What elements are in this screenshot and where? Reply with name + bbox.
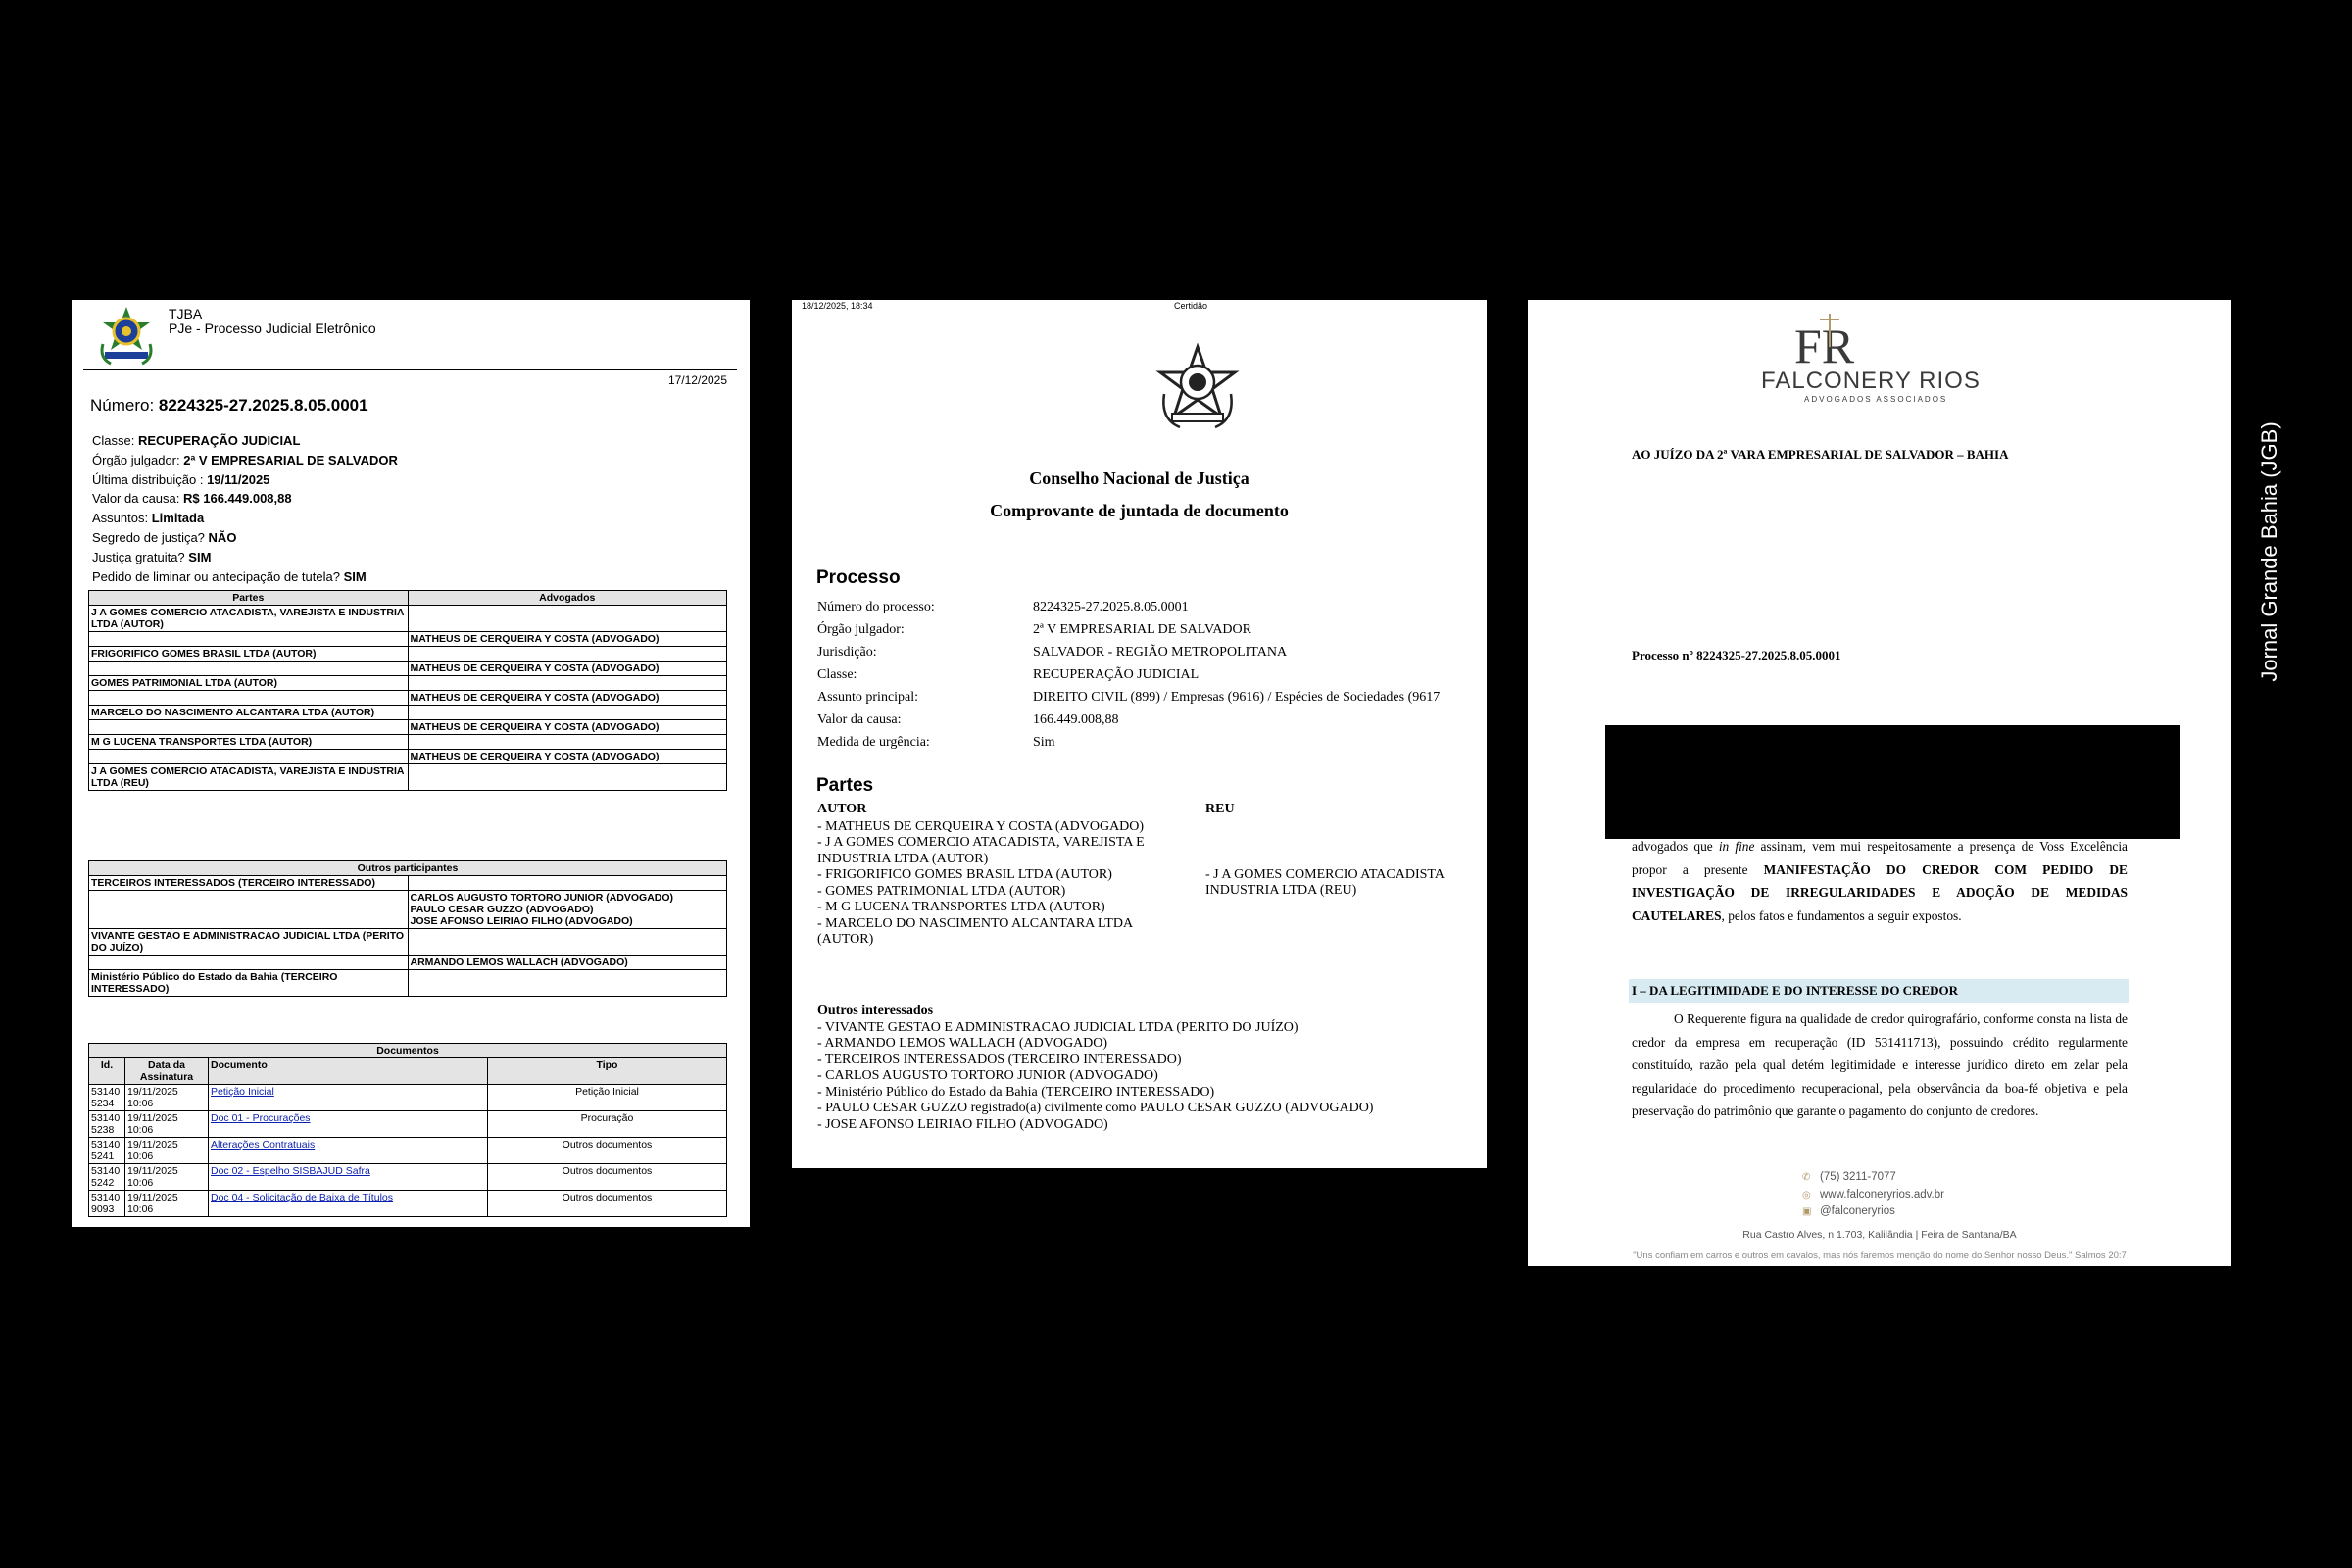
- parte-cell: J A GOMES COMERCIO ATACADISTA, VAREJISTA E INDUSTRIA LTDA (REU): [89, 764, 409, 791]
- info-label: Órgão julgador:: [92, 452, 180, 467]
- info-value: Limitada: [151, 511, 205, 526]
- advogado-cell: [408, 735, 727, 750]
- autor-column: [817, 802, 1145, 949]
- info-value: NÃO: [208, 529, 237, 545]
- doc-name-cell: [209, 1138, 488, 1164]
- outros-header: Outros participantes: [89, 861, 727, 876]
- site-text[interactable]: www.falconeryrios.adv.br: [1820, 1188, 1944, 1200]
- field-value: SALVADOR - REGIÃO METROPOLITANA: [1033, 645, 1288, 660]
- field-row: [817, 596, 1440, 618]
- col-data: Data da Assinatura: [125, 1058, 209, 1085]
- parte-cell: [89, 632, 409, 647]
- info-row: [92, 548, 398, 567]
- instagram-icon: ▣: [1802, 1206, 1812, 1217]
- field-label: Número do processo:: [817, 600, 935, 614]
- parte-cell: [89, 720, 409, 735]
- footer-quote: "Uns confiam em carros e outros em cavalos, mas nós faremos menção do nome do Senhor nosso Deus." Salmos 20:7: [1633, 1250, 2127, 1261]
- parte-cell: Ministério Público do Estado da Bahia (TERCEIRO INTERESSADO): [89, 970, 409, 997]
- parte-cell: [89, 662, 409, 676]
- info-row: [92, 489, 398, 509]
- doc-type-cell: Procuração: [488, 1111, 727, 1138]
- doc-type-cell: Petição Inicial: [488, 1085, 727, 1111]
- doc-id-cell: 53140 5241: [89, 1138, 125, 1164]
- advogado-cell: [408, 970, 727, 997]
- field-row: [817, 641, 1440, 663]
- redaction-block: [1605, 725, 2180, 839]
- partes-heading: Partes: [816, 775, 874, 796]
- doc-id-cell: 53140 5238: [89, 1111, 125, 1138]
- brazil-coat-of-arms-icon: [97, 305, 156, 368]
- info-label: Justiça gratuita?: [92, 549, 185, 564]
- col-id: Id.: [89, 1058, 125, 1085]
- field-label: Classe:: [817, 667, 858, 682]
- partes-table: [88, 590, 727, 791]
- field-value: RECUPERAÇÃO JUDICIAL: [1033, 667, 1200, 682]
- document-link[interactable]: Doc 02 - Espelho SISBAJUD Safra: [211, 1165, 370, 1177]
- petition-page: [1528, 300, 2231, 1266]
- advogados-header: Advogados: [408, 591, 727, 606]
- info-label: Segredo de justiça?: [92, 529, 205, 545]
- outros-line: - TERCEIROS INTERESSADOS (TERCEIRO INTERESSADO): [817, 1052, 1182, 1067]
- documentos-table: [88, 1043, 727, 1217]
- table-row: [89, 1191, 727, 1217]
- document-link[interactable]: Petição Inicial: [211, 1086, 274, 1098]
- info-value: SIM: [188, 549, 212, 564]
- intro-paragraph: [1632, 835, 2128, 927]
- address: Rua Castro Alves, n 1.703, Kalilândia | Feira de Santana/BA: [1742, 1229, 2017, 1241]
- autor-line: (AUTOR): [817, 932, 874, 947]
- outros-line: - Ministério Público do Estado da Bahia (TERCEIRO INTERESSADO): [817, 1084, 1215, 1100]
- intro-italic: in fine: [1718, 839, 1755, 854]
- advogado-cell: [408, 647, 727, 662]
- print-timestamp: 18/12/2025, 18:34: [802, 301, 873, 311]
- info-value: RECUPERAÇÃO JUDICIAL: [137, 433, 301, 448]
- document-link[interactable]: Doc 04 - Solicitação de Baixa de Títulos: [211, 1192, 393, 1203]
- body-paragraph: O Requerente figura na qualidade de credor quirografário, conforme consta na lista de credor da empresa em recuperação (ID 531411713), possuindo crédito regularmente constituído, razão pela qual detém legitimidade e interesse jurídico direto em zelar pela regularidade do procedimento recuperacional, pela observância da boa-fé objetiva e pela preservação do patrimônio que garante o pagamento do conjunto de credores.: [1632, 1011, 2128, 1118]
- doc-date-cell: 19/11/2025 10:06: [125, 1164, 209, 1191]
- doc-date-cell: 19/11/2025 10:06: [125, 1138, 209, 1164]
- process-number-value: 8224325-27.2025.8.05.0001: [158, 396, 368, 415]
- outros-heading: Outros interessados: [817, 1004, 934, 1018]
- field-row: [817, 618, 1440, 641]
- doc-name-cell: [209, 1191, 488, 1217]
- field-value: DIREITO CIVIL (899) / Empresas (9616) / Espécies de Sociedades (9617: [1033, 690, 1441, 705]
- info-label: Pedido de liminar ou antecipação de tutela?: [92, 568, 340, 584]
- table-row: [89, 606, 727, 632]
- table-row: [89, 891, 727, 929]
- instagram-text[interactable]: @falconeryrios: [1820, 1205, 1895, 1217]
- field-value: 8224325-27.2025.8.05.0001: [1033, 600, 1189, 614]
- field-label: Assunto principal:: [817, 690, 919, 705]
- section-heading: I – DA LEGITIMIDADE E DO INTERESSE DO CREDOR: [1632, 983, 1959, 998]
- advogado-cell: [408, 929, 727, 956]
- processo-fields: [817, 596, 1440, 754]
- cnj-title: Conselho Nacional de Justiça: [1029, 468, 1250, 488]
- doc-date-cell: 19/11/2025 10:06: [125, 1085, 209, 1111]
- photo-credit-text: Jornal Grande Bahia (JGB): [2257, 421, 2281, 682]
- outros-body: [89, 876, 727, 997]
- print-doc-title: Certidão: [1174, 301, 1208, 311]
- field-value: 2ª V EMPRESARIAL DE SALVADOR: [1033, 622, 1251, 637]
- cnj-subtitle: Comprovante de juntada de documento: [990, 501, 1289, 520]
- info-value: R$ 166.449.008,88: [183, 491, 292, 507]
- system-name: PJe - Processo Judicial Eletrônico: [169, 320, 376, 336]
- table-row: [89, 750, 727, 764]
- table-row: [89, 647, 727, 662]
- info-row: [92, 470, 398, 490]
- pje-document-page: [72, 300, 750, 1227]
- reu-line: - J A GOMES COMERCIO ATACADISTA: [1205, 866, 1445, 882]
- autor-line: - GOMES PATRIMONIAL LTDA (AUTOR): [817, 883, 1066, 899]
- outros-line: - ARMANDO LEMOS WALLACH (ADVOGADO): [817, 1036, 1108, 1051]
- info-value: SIM: [343, 568, 367, 584]
- field-row: [817, 686, 1440, 709]
- parte-cell: J A GOMES COMERCIO ATACADISTA, VAREJISTA E INDUSTRIA LTDA (AUTOR): [89, 606, 409, 632]
- parte-cell: VIVANTE GESTAO E ADMINISTRACAO JUDICIAL LTDA (PERITO DO JUÍZO): [89, 929, 409, 956]
- autor-line: - J A GOMES COMERCIO ATACADISTA, VAREJISTA E: [817, 835, 1145, 850]
- field-label: Órgão julgador:: [817, 622, 905, 637]
- intro-text: advogados que: [1632, 839, 1719, 854]
- advogado-cell: MATHEUS DE CERQUEIRA Y COSTA (ADVOGADO): [408, 691, 727, 706]
- doc-name-cell: [209, 1111, 488, 1138]
- processo-heading: Processo: [816, 567, 901, 588]
- outros-interessados: [817, 1004, 1373, 1133]
- parte-cell: [89, 891, 409, 929]
- autor-line: - FRIGORIFICO GOMES BRASIL LTDA (AUTOR): [817, 867, 1112, 882]
- field-value: Sim: [1033, 735, 1055, 750]
- doc-date-cell: 19/11/2025 10:06: [125, 1111, 209, 1138]
- process-info: [92, 431, 398, 586]
- petition-addressee: AO JUÍZO DA 2ª VARA EMPRESARIAL DE SALVADOR – BAHIA: [1632, 447, 2009, 462]
- advogado-cell: [408, 606, 727, 632]
- phone-icon: ✆: [1802, 1172, 1811, 1183]
- header-rule: [83, 369, 737, 370]
- cnj-certificate-page: [792, 300, 1487, 1168]
- field-label: Jurisdição:: [817, 645, 877, 660]
- table-row: [89, 876, 727, 891]
- advogado-cell: MATHEUS DE CERQUEIRA Y COSTA (ADVOGADO): [408, 662, 727, 676]
- table-row: [89, 720, 727, 735]
- parte-cell: TERCEIROS INTERESSADOS (TERCEIRO INTERESSADO): [89, 876, 409, 891]
- table-row: [89, 735, 727, 750]
- info-row: [92, 528, 398, 548]
- parte-cell: [89, 691, 409, 706]
- partes-body: [89, 606, 727, 791]
- intro-text: , pelos fatos e fundamentos a seguir expostos.: [1721, 907, 1962, 923]
- table-row: [89, 706, 727, 720]
- doc-name-cell: [209, 1164, 488, 1191]
- site-row[interactable]: [1802, 1187, 1944, 1204]
- autor-line: - M G LUCENA TRANSPORTES LTDA (AUTOR): [817, 900, 1105, 914]
- doc-type-cell: Outros documentos: [488, 1191, 727, 1217]
- table-row: [89, 1138, 727, 1164]
- partes-header: Partes: [89, 591, 409, 606]
- table-row: [89, 691, 727, 706]
- documentos-body: [89, 1085, 727, 1217]
- outros-line: - VIVANTE GESTAO E ADMINISTRACAO JUDICIAL LTDA (PERITO DO JUÍZO): [817, 1019, 1298, 1035]
- advogado-cell: MATHEUS DE CERQUEIRA Y COSTA (ADVOGADO): [408, 720, 727, 735]
- field-row: [817, 663, 1440, 686]
- reu-spacer: [1205, 819, 1445, 867]
- advogado-cell: [408, 876, 727, 891]
- globe-icon: ◎: [1802, 1189, 1811, 1200]
- table-row: [89, 662, 727, 676]
- documentos-header: Documentos: [89, 1044, 727, 1058]
- doc-type-cell: Outros documentos: [488, 1164, 727, 1191]
- table-row: [89, 676, 727, 691]
- table-row: [89, 1085, 727, 1111]
- info-row: [92, 451, 398, 470]
- doc-date-cell: 19/11/2025 10:06: [125, 1191, 209, 1217]
- outros-line: - CARLOS AUGUSTO TORTORO JUNIOR (ADVOGADO): [817, 1068, 1158, 1083]
- doc-name-cell: [209, 1085, 488, 1111]
- field-row: [817, 731, 1440, 754]
- advogado-cell: [408, 764, 727, 791]
- reu-line: INDUSTRIA LTDA (REU): [1205, 883, 1357, 898]
- autor-line: - MATHEUS DE CERQUEIRA Y COSTA (ADVOGADO): [817, 818, 1145, 834]
- autor-line: INDUSTRIA LTDA (AUTOR): [817, 851, 989, 866]
- col-documento: Documento: [209, 1058, 488, 1085]
- logo-subtitle: ADVOGADOS ASSOCIADOS: [1804, 395, 1948, 404]
- doc-id-cell: 53140 5242: [89, 1164, 125, 1191]
- doc-id-cell: 53140 9093: [89, 1191, 125, 1217]
- autor-line: - MARCELO DO NASCIMENTO ALCANTARA LTDA: [817, 915, 1134, 931]
- logo-name: FALCONERY RIOS: [1761, 368, 1981, 394]
- field-value: 166.449.008,88: [1033, 712, 1119, 727]
- table-row: [89, 632, 727, 647]
- republic-emblem-icon: [1152, 343, 1243, 433]
- table-row: [89, 929, 727, 956]
- table-row: [89, 956, 727, 970]
- table-row: [89, 764, 727, 791]
- process-number: [90, 396, 368, 416]
- parte-cell: [89, 750, 409, 764]
- info-row: [92, 431, 398, 451]
- col-tipo: Tipo: [488, 1058, 727, 1085]
- parte-cell: MARCELO DO NASCIMENTO ALCANTARA LTDA (AUTOR): [89, 706, 409, 720]
- document-date: 17/12/2025: [667, 373, 727, 387]
- info-label: Valor da causa:: [92, 491, 180, 507]
- field-label: Medida de urgência:: [817, 735, 930, 750]
- table-row: [89, 1164, 727, 1191]
- instagram-row[interactable]: [1802, 1203, 1944, 1221]
- parte-cell: M G LUCENA TRANSPORTES LTDA (AUTOR): [89, 735, 409, 750]
- phone-text: (75) 3211-7077: [1820, 1171, 1896, 1183]
- document-link[interactable]: Alterações Contratuais: [211, 1139, 316, 1151]
- field-label: Valor da causa:: [817, 712, 902, 727]
- parte-cell: GOMES PATRIMONIAL LTDA (AUTOR): [89, 676, 409, 691]
- process-number-label: Número:: [90, 396, 155, 415]
- field-row: [817, 709, 1440, 731]
- intro-bold: MANIFESTAÇÃO DO CREDOR COM PEDIDO DE INVESTIGAÇÃO DE IRREGULARIDADES E ADOÇÃO DE MEDIDAS CAUTELARES: [1632, 861, 2128, 923]
- autor-heading: AUTOR: [817, 802, 867, 816]
- doc-id-cell: 53140 5234: [89, 1085, 125, 1111]
- photo-credit: [2257, 421, 2281, 682]
- info-label: Assuntos:: [92, 511, 149, 526]
- falconery-rios-logo: [1761, 308, 1996, 406]
- advogado-cell: [408, 706, 727, 720]
- advogado-cell: CARLOS AUGUSTO TORTORO JUNIOR (ADVOGADO) PAULO CESAR GUZZO (ADVOGADO) JOSE AFONSO LEIRIAO FILHO (ADVOGADO): [408, 891, 727, 929]
- outros-participantes-table: [88, 860, 727, 997]
- logo-monogram: FR: [1794, 318, 1855, 373]
- reu-column: [1205, 802, 1445, 900]
- advogado-cell: [408, 676, 727, 691]
- advogado-cell: MATHEUS DE CERQUEIRA Y COSTA (ADVOGADO): [408, 632, 727, 647]
- court-name: TJBA: [169, 306, 203, 321]
- outros-line: - PAULO CESAR GUZZO registrado(a) civilmente como PAULO CESAR GUZZO (ADVOGADO): [817, 1101, 1374, 1115]
- reu-heading: REU: [1205, 802, 1235, 816]
- table-row: [89, 970, 727, 997]
- info-row: [92, 567, 398, 587]
- document-link[interactable]: Doc 01 - Procurações: [211, 1112, 311, 1124]
- info-value: 2ª V EMPRESARIAL DE SALVADOR: [183, 452, 398, 467]
- pje-header: [169, 307, 376, 336]
- doc-type-cell: Outros documentos: [488, 1138, 727, 1164]
- parte-cell: [89, 956, 409, 970]
- petition-process-number: Processo nº 8224325-27.2025.8.05.0001: [1632, 648, 1841, 662]
- outros-line: - JOSE AFONSO LEIRIAO FILHO (ADVOGADO): [817, 1116, 1108, 1132]
- parte-cell: FRIGORIFICO GOMES BRASIL LTDA (AUTOR): [89, 647, 409, 662]
- table-row: [89, 1111, 727, 1138]
- phone-row: [1802, 1169, 1944, 1187]
- info-label: Última distribuição :: [92, 471, 204, 487]
- intro-text: assinam, vem mui respeitosamente a presença de Voss Excelência propor a presente: [1632, 839, 2128, 877]
- info-label: Classe:: [92, 433, 135, 448]
- contact-block: [1802, 1169, 1944, 1221]
- section-heading-band: [1629, 979, 2129, 1003]
- advogado-cell: MATHEUS DE CERQUEIRA Y COSTA (ADVOGADO): [408, 750, 727, 764]
- info-row: [92, 509, 398, 528]
- advogado-cell: ARMANDO LEMOS WALLACH (ADVOGADO): [408, 956, 727, 970]
- info-value: 19/11/2025: [207, 471, 270, 487]
